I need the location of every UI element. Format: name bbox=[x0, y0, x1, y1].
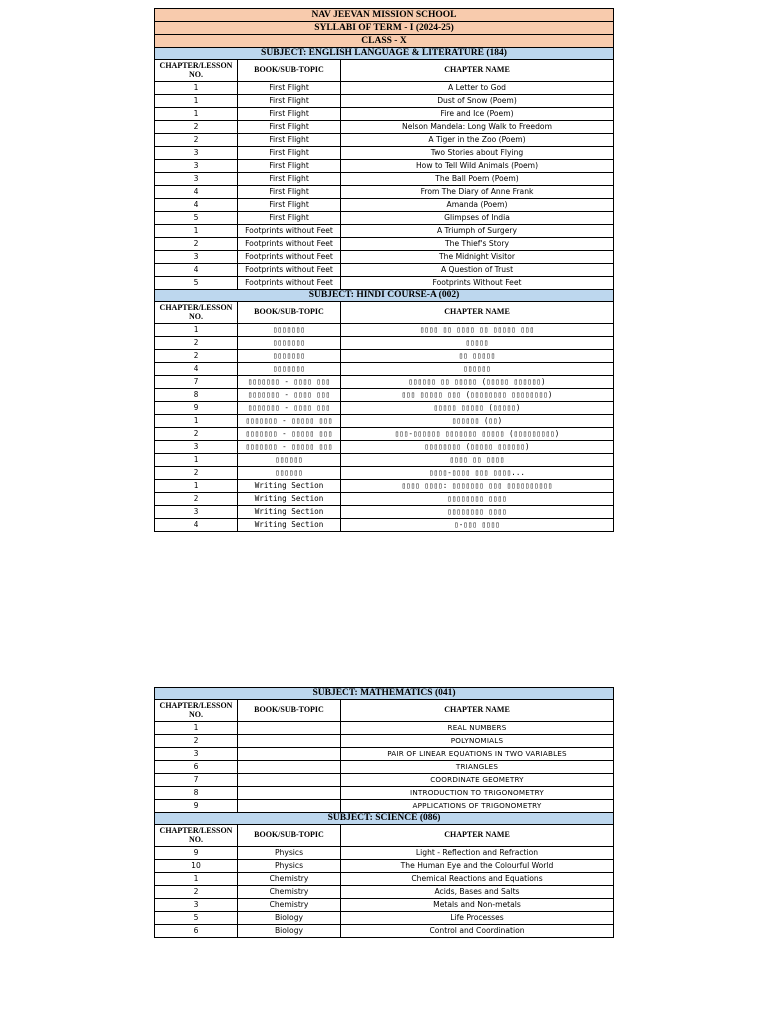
subject-title-science: SUBJECT: SCIENCE (086) bbox=[155, 813, 614, 825]
english-rows bbox=[155, 82, 614, 290]
subject-title-row bbox=[155, 688, 614, 700]
book-cell: First Flight bbox=[238, 212, 341, 225]
book-cell: Writing Section bbox=[238, 480, 341, 493]
chapter-no-cell: 7 bbox=[155, 376, 238, 389]
chapter-name-cell: The Thief's Story bbox=[341, 238, 614, 251]
book-cell: Writing Section bbox=[238, 519, 341, 532]
col-header-chapter-name: CHAPTER NAME bbox=[341, 60, 614, 82]
chapter-no-cell: 1 bbox=[155, 480, 238, 493]
chapter-no-cell: 4 bbox=[155, 264, 238, 277]
book-cell: First Flight bbox=[238, 160, 341, 173]
chapter-no-cell: 3 bbox=[155, 160, 238, 173]
table-row bbox=[155, 787, 614, 800]
book-cell: First Flight bbox=[238, 108, 341, 121]
table-row bbox=[155, 761, 614, 774]
chapter-name-cell: Fire and Ice (Poem) bbox=[341, 108, 614, 121]
chapter-name-cell: ▯▯▯▯▯ ▯▯▯▯▯ (▯▯▯▯▯) bbox=[341, 402, 614, 415]
chapter-no-cell: 2 bbox=[155, 350, 238, 363]
col-header-chapter-no: CHAPTER/LESSON NO. bbox=[155, 302, 238, 324]
syllabus-sheet-bottom bbox=[154, 687, 613, 938]
chapter-name-cell: ▯▯▯▯ ▯▯ ▯▯▯▯ ▯▯ ▯▯▯▯▯ ▯▯▯ bbox=[341, 324, 614, 337]
chapter-no-cell: 3 bbox=[155, 748, 238, 761]
book-cell: Chemistry bbox=[238, 886, 341, 899]
table-row bbox=[155, 95, 614, 108]
chapter-no-cell: 10 bbox=[155, 860, 238, 873]
book-cell: Footprints without Feet bbox=[238, 264, 341, 277]
chapter-name-cell: The Ball Poem (Poem) bbox=[341, 173, 614, 186]
book-cell bbox=[238, 735, 341, 748]
class-label: CLASS - X bbox=[155, 35, 614, 48]
chapter-name-cell: REAL NUMBERS bbox=[341, 722, 614, 735]
book-cell: Biology bbox=[238, 912, 341, 925]
book-cell: Writing Section bbox=[238, 506, 341, 519]
chapter-no-cell: 6 bbox=[155, 925, 238, 938]
chapter-name-cell: From The Diary of Anne Frank bbox=[341, 186, 614, 199]
chapter-no-cell: 1 bbox=[155, 82, 238, 95]
syllabus-title-row bbox=[155, 22, 614, 35]
book-cell: ▯▯▯▯▯▯▯ bbox=[238, 337, 341, 350]
col-header-chapter-name: CHAPTER NAME bbox=[341, 302, 614, 324]
chapter-name-cell: A Question of Trust bbox=[341, 264, 614, 277]
col-header-book: BOOK/SUB-TOPIC bbox=[238, 825, 341, 847]
chapter-name-cell: A Tiger in the Zoo (Poem) bbox=[341, 134, 614, 147]
chapter-no-cell: 2 bbox=[155, 121, 238, 134]
chapter-no-cell: 4 bbox=[155, 199, 238, 212]
chapter-name-cell: ▯▯▯▯▯▯ (▯▯) bbox=[341, 415, 614, 428]
book-cell: First Flight bbox=[238, 173, 341, 186]
hindi-rows bbox=[155, 324, 614, 532]
table-row bbox=[155, 912, 614, 925]
book-cell: First Flight bbox=[238, 186, 341, 199]
school-name: NAV JEEVAN MISSION SCHOOL bbox=[155, 9, 614, 22]
table-row bbox=[155, 428, 614, 441]
school-name-row bbox=[155, 9, 614, 22]
book-cell: ▯▯▯▯▯▯▯ - ▯▯▯▯ ▯▯▯ bbox=[238, 376, 341, 389]
chapter-name-cell: ▯-▯▯▯ ▯▯▯▯ bbox=[341, 519, 614, 532]
table-row bbox=[155, 389, 614, 402]
book-cell: Footprints without Feet bbox=[238, 277, 341, 290]
book-cell bbox=[238, 748, 341, 761]
table-row bbox=[155, 847, 614, 860]
chapter-name-cell: Control and Coordination bbox=[341, 925, 614, 938]
book-cell: ▯▯▯▯▯▯▯ - ▯▯▯▯▯ ▯▯▯ bbox=[238, 415, 341, 428]
chapter-no-cell: 1 bbox=[155, 108, 238, 121]
book-cell bbox=[238, 722, 341, 735]
chapter-name-cell: POLYNOMIALS bbox=[341, 735, 614, 748]
chapter-no-cell: 8 bbox=[155, 389, 238, 402]
book-cell: First Flight bbox=[238, 147, 341, 160]
chapter-name-cell: Life Processes bbox=[341, 912, 614, 925]
chapter-name-cell: How to Tell Wild Animals (Poem) bbox=[341, 160, 614, 173]
chapter-no-cell: 2 bbox=[155, 428, 238, 441]
table-row bbox=[155, 748, 614, 761]
chapter-name-cell: The Midnight Visitor bbox=[341, 251, 614, 264]
table-row bbox=[155, 251, 614, 264]
table-row bbox=[155, 899, 614, 912]
chapter-name-cell: COORDINATE GEOMETRY bbox=[341, 774, 614, 787]
chapter-no-cell: 3 bbox=[155, 147, 238, 160]
subject-title-mathematics: SUBJECT: MATHEMATICS (041) bbox=[155, 688, 614, 700]
table-row bbox=[155, 350, 614, 363]
chapter-no-cell: 4 bbox=[155, 186, 238, 199]
table-row bbox=[155, 277, 614, 290]
book-cell: First Flight bbox=[238, 95, 341, 108]
chapter-no-cell: 1 bbox=[155, 454, 238, 467]
chapter-no-cell: 1 bbox=[155, 225, 238, 238]
chapter-name-cell: ▯▯▯▯▯ bbox=[341, 337, 614, 350]
col-header-book: BOOK/SUB-TOPIC bbox=[238, 302, 341, 324]
book-cell: Chemistry bbox=[238, 899, 341, 912]
chapter-no-cell: 3 bbox=[155, 441, 238, 454]
table-row bbox=[155, 886, 614, 899]
chapter-name-cell: Light - Reflection and Refraction bbox=[341, 847, 614, 860]
chapter-no-cell: 1 bbox=[155, 722, 238, 735]
table-row bbox=[155, 225, 614, 238]
chapter-name-cell: Amanda (Poem) bbox=[341, 199, 614, 212]
chapter-name-cell: ▯▯ ▯▯▯▯▯ bbox=[341, 350, 614, 363]
book-cell: First Flight bbox=[238, 199, 341, 212]
table-row bbox=[155, 173, 614, 186]
table-row bbox=[155, 376, 614, 389]
col-header-chapter-name: CHAPTER NAME bbox=[341, 700, 614, 722]
chapter-no-cell: 2 bbox=[155, 467, 238, 480]
book-cell: ▯▯▯▯▯▯▯ - ▯▯▯▯ ▯▯▯ bbox=[238, 389, 341, 402]
chapter-name-cell: The Human Eye and the Colourful World bbox=[341, 860, 614, 873]
book-cell: Writing Section bbox=[238, 493, 341, 506]
book-cell: ▯▯▯▯▯▯▯ bbox=[238, 324, 341, 337]
chapter-no-cell: 2 bbox=[155, 886, 238, 899]
book-cell: First Flight bbox=[238, 121, 341, 134]
chapter-no-cell: 2 bbox=[155, 134, 238, 147]
syllabus-table-bottom bbox=[154, 687, 614, 938]
col-header-chapter-no: CHAPTER/LESSON NO. bbox=[155, 60, 238, 82]
chapter-no-cell: 2 bbox=[155, 337, 238, 350]
table-row bbox=[155, 160, 614, 173]
book-cell: Biology bbox=[238, 925, 341, 938]
chapter-no-cell: 6 bbox=[155, 761, 238, 774]
book-cell: Chemistry bbox=[238, 873, 341, 886]
table-row bbox=[155, 199, 614, 212]
chapter-name-cell: PAIR OF LINEAR EQUATIONS IN TWO VARIABLES bbox=[341, 748, 614, 761]
table-row bbox=[155, 735, 614, 748]
chapter-no-cell: 8 bbox=[155, 787, 238, 800]
book-cell: ▯▯▯▯▯▯ bbox=[238, 467, 341, 480]
table-row bbox=[155, 860, 614, 873]
mathematics-rows bbox=[155, 722, 614, 813]
chapter-no-cell: 3 bbox=[155, 251, 238, 264]
table-row bbox=[155, 480, 614, 493]
subject-title-row bbox=[155, 813, 614, 825]
book-cell: Footprints without Feet bbox=[238, 225, 341, 238]
chapter-name-cell: ▯▯▯▯▯▯▯▯ ▯▯▯▯ bbox=[341, 493, 614, 506]
book-cell: Footprints without Feet bbox=[238, 238, 341, 251]
book-cell: Physics bbox=[238, 847, 341, 860]
chapter-no-cell: 5 bbox=[155, 277, 238, 290]
chapter-name-cell: ▯▯▯▯▯▯▯▯ ▯▯▯▯ bbox=[341, 506, 614, 519]
chapter-name-cell: Dust of Snow (Poem) bbox=[341, 95, 614, 108]
book-cell: ▯▯▯▯▯▯▯ bbox=[238, 363, 341, 376]
subject-title-hindi: SUBJECT: HINDI COURSE-A (002) bbox=[155, 290, 614, 302]
chapter-no-cell: 1 bbox=[155, 95, 238, 108]
chapter-name-cell: TRIANGLES bbox=[341, 761, 614, 774]
book-cell bbox=[238, 787, 341, 800]
chapter-no-cell: 3 bbox=[155, 899, 238, 912]
book-cell: First Flight bbox=[238, 134, 341, 147]
book-cell bbox=[238, 761, 341, 774]
table-row bbox=[155, 363, 614, 376]
col-header-chapter-no: CHAPTER/LESSON NO. bbox=[155, 825, 238, 847]
chapter-name-cell: Chemical Reactions and Equations bbox=[341, 873, 614, 886]
chapter-no-cell: 9 bbox=[155, 847, 238, 860]
subject-title-english: SUBJECT: ENGLISH LANGUAGE & LITERATURE (184) bbox=[155, 48, 614, 60]
table-row bbox=[155, 186, 614, 199]
science-rows bbox=[155, 847, 614, 938]
chapter-name-cell: Nelson Mandela: Long Walk to Freedom bbox=[341, 121, 614, 134]
table-row bbox=[155, 722, 614, 735]
table-row bbox=[155, 415, 614, 428]
chapter-name-cell: A Letter to God bbox=[341, 82, 614, 95]
chapter-no-cell: 2 bbox=[155, 238, 238, 251]
table-row bbox=[155, 873, 614, 886]
chapter-name-cell: APPLICATIONS OF TRIGONOMETRY bbox=[341, 800, 614, 813]
book-cell: ▯▯▯▯▯▯▯ - ▯▯▯▯▯ ▯▯▯ bbox=[238, 428, 341, 441]
table-row bbox=[155, 134, 614, 147]
chapter-name-cell: ▯▯▯ ▯▯▯▯▯ ▯▯▯ (▯▯▯▯▯▯▯▯ ▯▯▯▯▯▯▯▯) bbox=[341, 389, 614, 402]
table-row bbox=[155, 82, 614, 95]
chapter-no-cell: 2 bbox=[155, 735, 238, 748]
table-row bbox=[155, 147, 614, 160]
chapter-no-cell: 9 bbox=[155, 402, 238, 415]
table-row bbox=[155, 337, 614, 350]
chapter-name-cell: ▯▯▯▯ ▯▯▯▯: ▯▯▯▯▯▯▯ ▯▯▯ ▯▯▯▯▯▯▯▯▯▯ bbox=[341, 480, 614, 493]
book-cell bbox=[238, 774, 341, 787]
column-header-row bbox=[155, 825, 614, 847]
column-header-row bbox=[155, 302, 614, 324]
chapter-no-cell: 2 bbox=[155, 493, 238, 506]
table-row bbox=[155, 238, 614, 251]
chapter-name-cell: Footprints Without Feet bbox=[341, 277, 614, 290]
col-header-book: BOOK/SUB-TOPIC bbox=[238, 60, 341, 82]
column-header-row bbox=[155, 700, 614, 722]
table-row bbox=[155, 800, 614, 813]
chapter-name-cell: ▯▯▯▯▯▯ bbox=[341, 363, 614, 376]
chapter-name-cell: Glimpses of India bbox=[341, 212, 614, 225]
table-row bbox=[155, 774, 614, 787]
chapter-name-cell: Metals and Non-metals bbox=[341, 899, 614, 912]
chapter-name-cell: ▯▯▯▯-▯▯▯▯ ▯▯▯ ▯▯▯▯... bbox=[341, 467, 614, 480]
chapter-no-cell: 7 bbox=[155, 774, 238, 787]
chapter-no-cell: 1 bbox=[155, 873, 238, 886]
table-row bbox=[155, 324, 614, 337]
table-row bbox=[155, 121, 614, 134]
class-label-row bbox=[155, 35, 614, 48]
table-row bbox=[155, 264, 614, 277]
table-row bbox=[155, 402, 614, 415]
chapter-name-cell: ▯▯▯▯▯▯ ▯▯ ▯▯▯▯▯ (▯▯▯▯▯ ▯▯▯▯▯▯) bbox=[341, 376, 614, 389]
book-cell: Footprints without Feet bbox=[238, 251, 341, 264]
book-cell: First Flight bbox=[238, 82, 341, 95]
book-cell bbox=[238, 800, 341, 813]
subject-title-row bbox=[155, 48, 614, 60]
chapter-name-cell: INTRODUCTION TO TRIGONOMETRY bbox=[341, 787, 614, 800]
table-row bbox=[155, 467, 614, 480]
chapter-no-cell: 1 bbox=[155, 324, 238, 337]
chapter-name-cell: Acids, Bases and Salts bbox=[341, 886, 614, 899]
book-cell: ▯▯▯▯▯▯ bbox=[238, 454, 341, 467]
chapter-no-cell: 3 bbox=[155, 173, 238, 186]
col-header-chapter-name: CHAPTER NAME bbox=[341, 825, 614, 847]
col-header-book: BOOK/SUB-TOPIC bbox=[238, 700, 341, 722]
chapter-no-cell: 4 bbox=[155, 363, 238, 376]
table-row bbox=[155, 925, 614, 938]
table-row bbox=[155, 493, 614, 506]
chapter-no-cell: 3 bbox=[155, 506, 238, 519]
chapter-name-cell: ▯▯▯-▯▯▯▯▯▯ ▯▯▯▯▯▯▯ ▯▯▯▯▯ (▯▯▯▯▯▯▯▯▯) bbox=[341, 428, 614, 441]
chapter-name-cell: ▯▯▯▯▯▯▯▯ (▯▯▯▯▯ ▯▯▯▯▯▯) bbox=[341, 441, 614, 454]
syllabus-table-top bbox=[154, 8, 614, 532]
chapter-name-cell: ▯▯▯▯ ▯▯ ▯▯▯▯ bbox=[341, 454, 614, 467]
book-cell: ▯▯▯▯▯▯▯ - ▯▯▯▯▯ ▯▯▯ bbox=[238, 441, 341, 454]
chapter-name-cell: Two Stories about Flying bbox=[341, 147, 614, 160]
table-row bbox=[155, 506, 614, 519]
syllabus-sheet-top bbox=[154, 8, 613, 532]
book-cell: Physics bbox=[238, 860, 341, 873]
book-cell: ▯▯▯▯▯▯▯ - ▯▯▯▯ ▯▯▯ bbox=[238, 402, 341, 415]
table-row bbox=[155, 441, 614, 454]
chapter-no-cell: 1 bbox=[155, 415, 238, 428]
table-row bbox=[155, 108, 614, 121]
subject-title-row bbox=[155, 290, 614, 302]
book-cell: ▯▯▯▯▯▯▯ bbox=[238, 350, 341, 363]
syllabus-title: SYLLABI OF TERM - I (2024-25) bbox=[155, 22, 614, 35]
chapter-no-cell: 5 bbox=[155, 212, 238, 225]
chapter-no-cell: 5 bbox=[155, 912, 238, 925]
col-header-chapter-no: CHAPTER/LESSON NO. bbox=[155, 700, 238, 722]
table-row bbox=[155, 454, 614, 467]
chapter-name-cell: A Triumph of Surgery bbox=[341, 225, 614, 238]
table-row bbox=[155, 212, 614, 225]
chapter-no-cell: 4 bbox=[155, 519, 238, 532]
chapter-no-cell: 9 bbox=[155, 800, 238, 813]
table-row bbox=[155, 519, 614, 532]
column-header-row bbox=[155, 60, 614, 82]
